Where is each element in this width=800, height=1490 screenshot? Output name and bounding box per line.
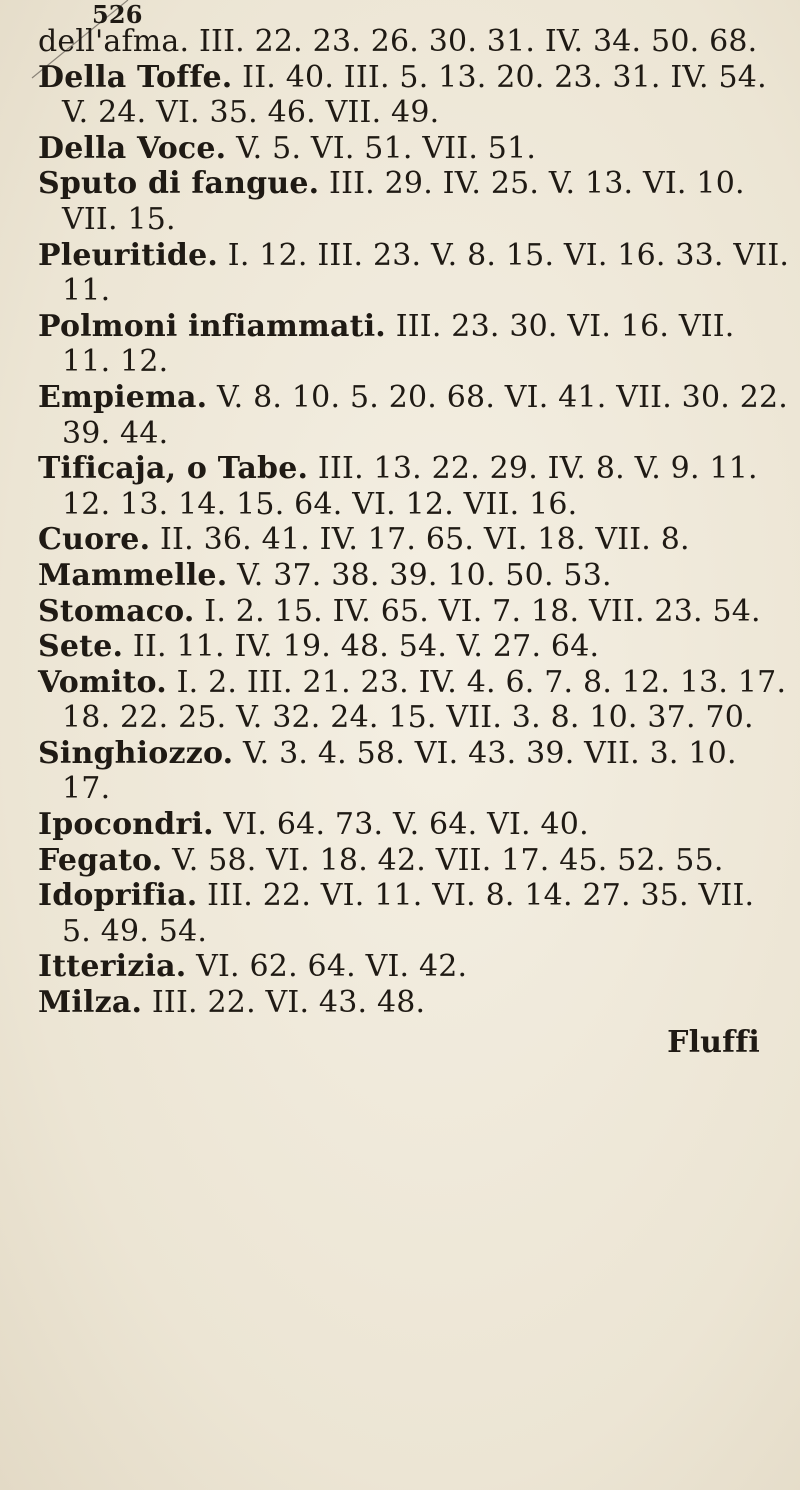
entry-term: Fegato. [38,842,163,878]
entry-refs: dell'afma. III. 22. 23. 26. 30. 31. IV. 34. 50. 68. [38,24,758,59]
entry-refs: V. 5. VI. 51. VII. 51. [236,130,537,166]
index-entry [38,24,790,60]
index-entry [38,166,790,237]
entry-refs: V. 58. VI. 18. 42. VII. 17. 45. 52. 55. [172,842,724,878]
entry-term: Sputo di fangue. [38,166,320,202]
entry-refs: II. 36. 41. IV. 17. 65. VI. 18. VII. 8. [160,522,690,558]
entry-refs: V. 37. 38. 39. 10. 50. 53. [237,557,612,593]
entry-refs: VI. 64. 73. V. 64. VI. 40. [223,807,589,843]
entry-term: Della Voce. [38,130,227,166]
index-entry [38,736,790,807]
index-entry [38,949,790,985]
entry-term: Polmoni infiammati. [38,308,386,344]
entry-refs: I. 2. III. 21. 23. IV. 4. 6. 7. 8. 12. 13. 17. 18. 22. 25. V. 32. 24. 15. VII. 3. 8. 10. 37. 70. [62,664,787,736]
entry-term: Empiema. [38,379,208,415]
entry-refs: II. 11. IV. 19. 48. 54. V. 27. 64. [132,629,600,665]
catchword: Fluffi [667,1024,760,1060]
index-entry [38,629,790,665]
entry-term: Singhiozzo. [38,735,234,771]
index-entry [38,522,790,558]
index-entry [38,380,790,451]
entry-term: Vomito. [38,664,167,700]
entry-term: Della Toffe. [38,59,233,95]
index-entry [38,558,790,594]
entry-refs: III. 23. 30. VI. 16. VII. 11. 12. [62,308,735,380]
entry-term: Milza. [38,985,143,1021]
index-entry [38,451,790,522]
entry-term: Ipocondri. [38,807,214,843]
index-entry [38,238,790,309]
entry-refs: III. 13. 22. 29. IV. 8. V. 9. 11. 12. 13. 14. 15. 64. VI. 12. VII. 16. [62,451,758,522]
entry-term: Mammelle. [38,557,228,593]
entry-refs: I. 2. 15. IV. 65. VI. 7. 18. VII. 23. 54. [204,593,761,629]
index-entry [38,843,790,879]
entry-term: Idoprifia. [38,878,198,914]
entry-refs: III. 29. IV. 25. V. 13. VI. 10. VII. 15. [62,166,745,237]
index-entry [38,807,790,843]
index-entry [38,594,790,630]
entry-term: Stomaco. [38,593,195,629]
entry-refs: VI. 62. 64. VI. 42. [196,949,468,985]
page-number: 526 [92,0,143,29]
index-entry [38,131,790,167]
entry-term: Cuore. [38,522,151,558]
entry-refs: III. 22. VI. 43. 48. [151,985,426,1021]
entry-term: Itterizia. [38,949,187,985]
index-entry [38,309,790,380]
index-entry [38,878,790,949]
index-entry [38,60,790,131]
index-entry [38,665,790,736]
entry-refs: II. 40. III. 5. 13. 20. 23. 31. IV. 54. V. 24. VI. 35. 46. VII. 49. [62,59,767,131]
entry-term: Pleuritide. [38,237,219,273]
index-entry [38,985,790,1021]
entry-refs: V. 8. 10. 5. 20. 68. VI. 41. VII. 30. 22. 39. 44. [62,379,789,451]
entry-refs: V. 3. 4. 58. VI. 43. 39. VII. 3. 10. 17. [62,735,737,807]
entry-refs: I. 12. III. 23. V. 8. 15. VI. 16. 33. VII. 11. [62,237,790,309]
entry-refs: III. 22. VI. 11. VI. 8. 14. 27. 35. VII. 5. 49. 54. [62,878,755,949]
entry-term: Sete. [38,629,124,665]
entry-term: Tificaja, o Tabe. [38,451,309,487]
index-text [38,2,790,1060]
